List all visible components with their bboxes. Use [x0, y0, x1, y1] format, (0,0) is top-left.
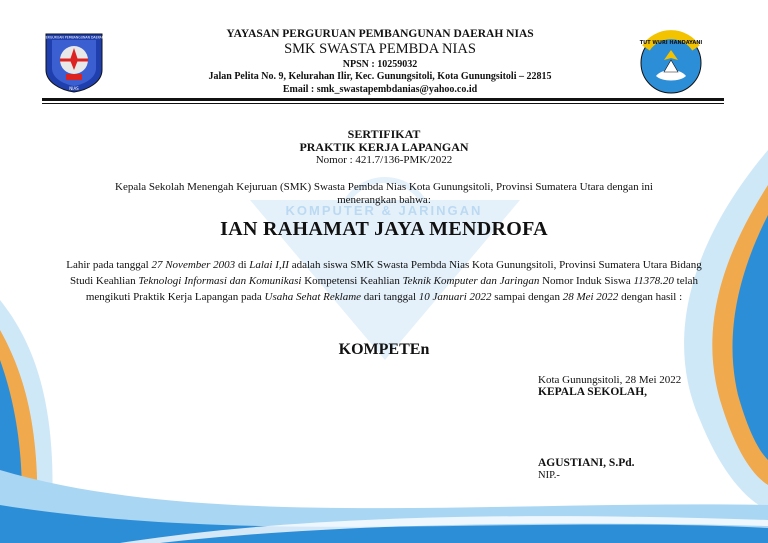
body-text: Kompetensi Keahlian — [301, 275, 403, 287]
certificate-subtitle: PRAKTIK KERJA LAPANGAN — [299, 140, 469, 154]
study-field: Teknologi Informasi dan Komunikasi — [138, 275, 302, 287]
intro-line-2: menerangkan bahwa: — [337, 194, 431, 206]
result: KOMPETEn — [338, 341, 430, 358]
right-logo-caption: TUT WURI HANDAYANI — [639, 40, 703, 46]
place-of-birth: Lalai I,II — [249, 259, 289, 271]
student-id: 11378.20 — [633, 275, 674, 287]
start-date: 10 Januari 2022 — [418, 291, 492, 303]
school-name: SMK SWASTA PEMBDA NIAS — [284, 41, 476, 57]
certificate-body — [66, 257, 702, 305]
body-text: adalah siswa SMK Swasta Pembda Nias Kota Gunungsitoli, Provinsi Sumatera Utara Bidang Studi Keahlian — [69, 259, 702, 287]
header-rule-thick — [42, 98, 724, 101]
body-text: Lahir pada tanggal — [66, 259, 152, 271]
left-logo-caption-top: PERGURUAN PEMBANGUNAN DAERAH — [43, 35, 105, 40]
intro-text — [70, 181, 698, 207]
body-text: dari tanggal — [361, 291, 419, 303]
signer-role: KEPALA SEKOLAH, — [538, 386, 648, 398]
watermark-text: KOMPUTER & JARINGAN — [285, 203, 483, 218]
certificate-number: Nomor : 421.7/136-PMK/2022 — [315, 154, 453, 166]
date-of-birth: 27 November 2003 — [151, 259, 236, 271]
body-text: sampai dengan — [491, 291, 563, 303]
student-name: IAN RAHAMAT JAYA MENDROFA — [220, 218, 548, 240]
school-logo — [42, 30, 106, 94]
competency: Teknik Komputer dan Jaringan — [402, 275, 540, 287]
place-date: Kota Gunungsitoli, 28 Mei 2022 — [538, 374, 682, 386]
end-date: 28 Mei 2022 — [562, 291, 619, 303]
body-text: Nomor Induk Siswa — [539, 275, 634, 287]
header-rule-thin — [42, 103, 724, 104]
company-name: Usaha Sehat Reklame — [264, 291, 362, 303]
school-address: Jalan Pelita No. 9, Kelurahan Ilir, Kec. Gunungsitoli, Kota Gunungsitoli – 22815 — [208, 71, 552, 82]
body-text: di — [235, 259, 250, 271]
left-logo-caption-bottom: NIAS — [69, 86, 79, 91]
signer-nip: NIP.- — [538, 470, 560, 481]
school-email: Email : smk_swastapembdanias@yahoo.co.id — [282, 84, 478, 95]
intro-line-1: Kepala Sekolah Menengah Kejuruan (SMK) Swasta Pembda Nias Kota Gunungsitoli, Provinsi Sumatera Utara dengan ini — [115, 181, 653, 193]
npsn: NPSN : 10259032 — [342, 59, 418, 70]
foundation-name: YAYASAN PERGURUAN PEMBANGUNAN DAERAH NIAS — [226, 28, 534, 40]
tut-wuri-logo — [638, 30, 704, 94]
signer-name: AGUSTIANI, S.Pd. — [538, 457, 635, 469]
body-text: telah mengikuti Praktik Kerja Lapangan pada — [85, 275, 699, 303]
certificate-title: SERTIFIKAT — [347, 127, 421, 141]
body-text: dengan hasil : — [618, 291, 683, 303]
